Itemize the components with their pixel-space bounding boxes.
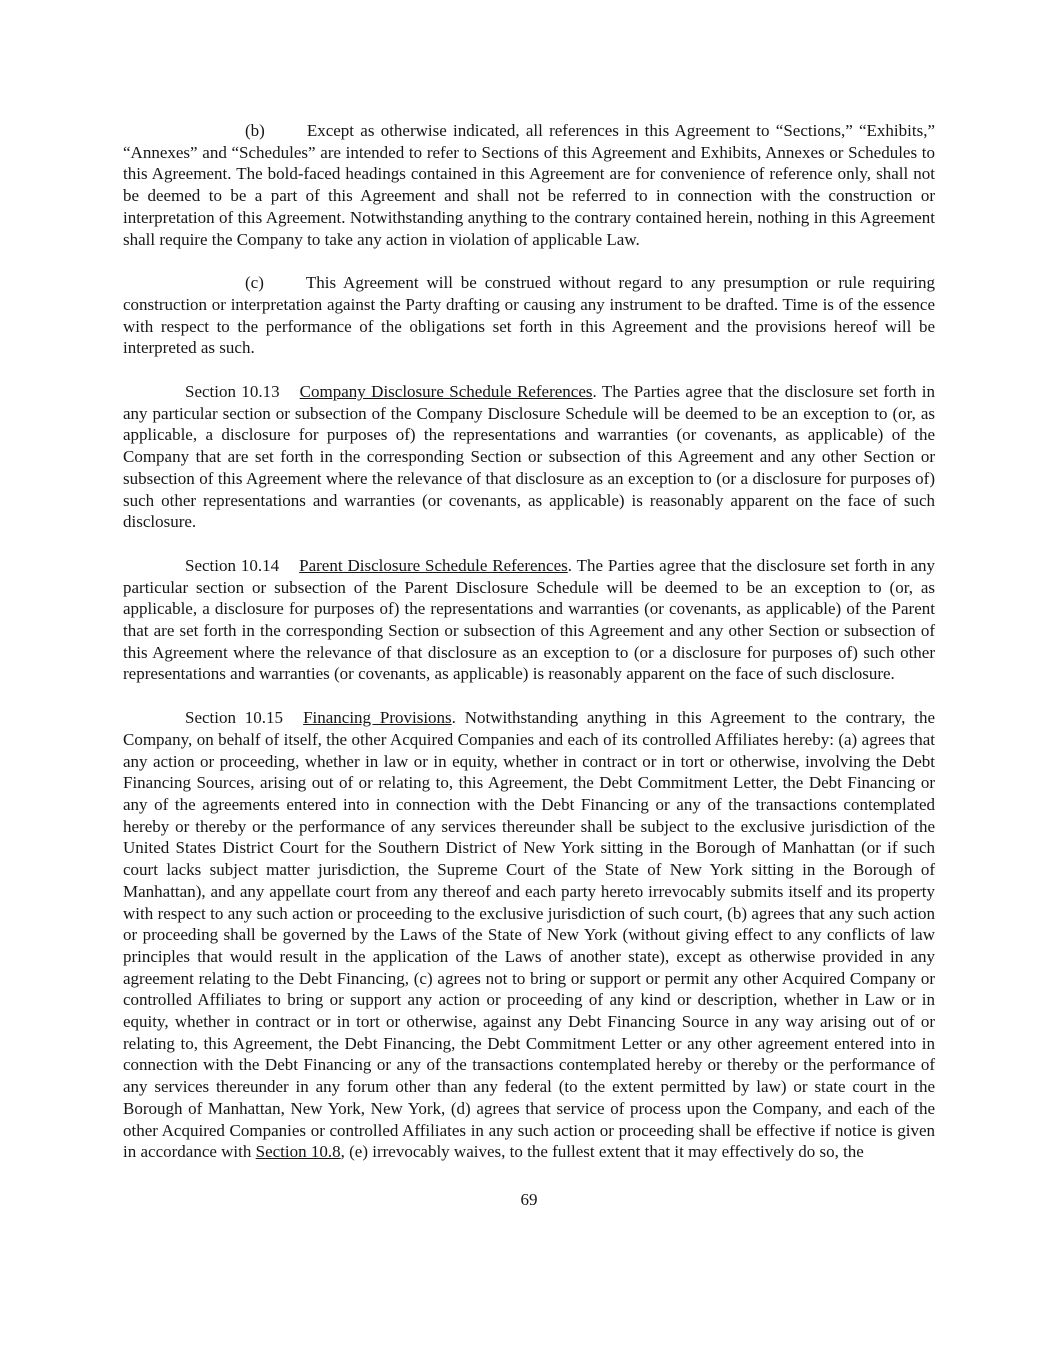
text-run: . The Parties agree that the disclosure set forth in any particular section or subsection of the Company Disclosure Schedule will be deemed to be an exception to (or, as applicable, a disclosure for purposes of) the representations and warranties (or covenants, as applicable) of the Company that are set forth in the corresponding Section or subsection of this Agreement and any other Section or subsection of this Agreement where the relevance of that disclosure as an exception to (or a disclosure for purposes of) such other representations and warranties (or covenants, as applicable) is reasonably apparent on the face of such disclosure. xyxy=(123,382,936,532)
text-run: Section 10.15 xyxy=(185,708,284,728)
paragraph-section-10-15 xyxy=(123,707,935,1163)
text-run: . The Parties agree that the disclosure set forth in any particular section or subsection of the Parent Disclosure Schedule will be deemed to be an exception to (or, as applicable, a disclosure for purposes of) the representations and warranties (or covenants, as applicable) of the Parent that are set forth in the corresponding Section or subsection of this Agreement and any other Section or subsection of this Agreement where the relevance of that disclosure as an exception to (or a disclosure for purposes of) such other representations and warranties (or covenants, as applicable) is reasonably apparent on the face of such disclosure. xyxy=(123,555,935,684)
underlined-text-run: Financing Provisions xyxy=(303,708,452,728)
paragraph-section-10-13 xyxy=(123,381,935,533)
text-run: , (e) irrevocably waives, to the fullest extent that it may effectively do so, the xyxy=(340,1142,864,1162)
text-run: (b) xyxy=(245,121,265,140)
text-run: Section 10.14 xyxy=(185,555,280,575)
text-run: This Agreement will be construed without regard to any presumption or rule requiring construction or interpretation against the Party drafting or causing any instrument to be drafted. Time is of the essence with respect to the performance of the obligations set forth in this Agreement and the provisions hereof will be interpreted as such. xyxy=(123,273,935,358)
underlined-text-run: Company Disclosure Schedule References xyxy=(299,382,593,402)
paragraph-clause-b xyxy=(123,120,935,250)
text-run: . Notwithstanding anything in this Agreement to the contrary, the Company, on behalf of itself, the other Acquired Companies and each of its controlled Affiliates hereby: (a) agrees that any action or proceeding, whether in law or in equity, whether in contract or in tort or otherwise, involving the Debt Financing Sources, arising out of or relating to, this Agreement, the Debt Commitment Letter, the Debt Financing or any of the agreements entered into in connection with the Debt Financing or any of the transactions contemplated hereby or thereby or the performance of any services thereunder shall be subject to the exclusive jurisdiction of the United States District Court for the Southern District of New York sitting in the Borough of Manhattan (or if such court lacks subject matter jurisdiction, the Supreme Court of the State of New York sitting in the Borough of Manhattan), and any appellate court from any thereof and each party hereto irrevocably submits itself and its property with respect to any such action or proceeding to the exclusive jurisdiction of such court, (b) agrees that any such action or proceeding shall be governed by the Laws of the State of New York (without giving effect to any conflicts of law principles that would result in the application of the Laws of another state), except as otherwise provided in any agreement relating to the Debt Financing, (c) agrees not to bring or support or permit any other Acquired Company or controlled Affiliates to bring or support any action or proceeding of any kind or description, whether in Law or in equity, whether in contract or in tort or otherwise, against any Debt Financing Source in any way arising out of or relating to, this Agreement, the Debt Financing, the Debt Commitment Letter or any other agreement entered into in connection with the Debt Financing or any of the transactions contemplated hereby or thereby or the performance of any services thereunder in any forum other than any federal (to the extent permitted by law) or state court in the Borough of Manhattan, New York, New York, (d) agrees that service of process upon the Company, and each of the other Acquired Companies or controlled Affiliates in any such action or proceeding shall be effective if notice is given in accordance with xyxy=(123,708,935,1162)
paragraph-section-10-14 xyxy=(123,555,935,685)
page-number: 69 xyxy=(520,1189,538,1209)
underlined-text-run: Parent Disclosure Schedule References xyxy=(299,555,568,575)
text-run: (c) xyxy=(245,273,264,293)
text-run: Except as otherwise indicated, all references in this Agreement to “Sections,” “Exhibits,” “Annexes” and “Schedules” are intended to refer to Sections of this Agreement and Exhibits, Annexes or Schedules to this Agreement. The bold-faced headings contained in this Agreement are for convenience of reference only, shall not be deemed to be a part of this Agreement and shall not be referred to in connection with the construction or interpretation of this Agreement. Notwithstanding anything to the contrary contained herein, nothing in this Agreement shall require the Company to take any action in violation of applicable Law. xyxy=(123,121,935,249)
text-run: Section 10.13 xyxy=(185,382,280,402)
paragraph-clause-c xyxy=(123,272,935,359)
underlined-text-run: Section 10.8 xyxy=(255,1142,341,1162)
